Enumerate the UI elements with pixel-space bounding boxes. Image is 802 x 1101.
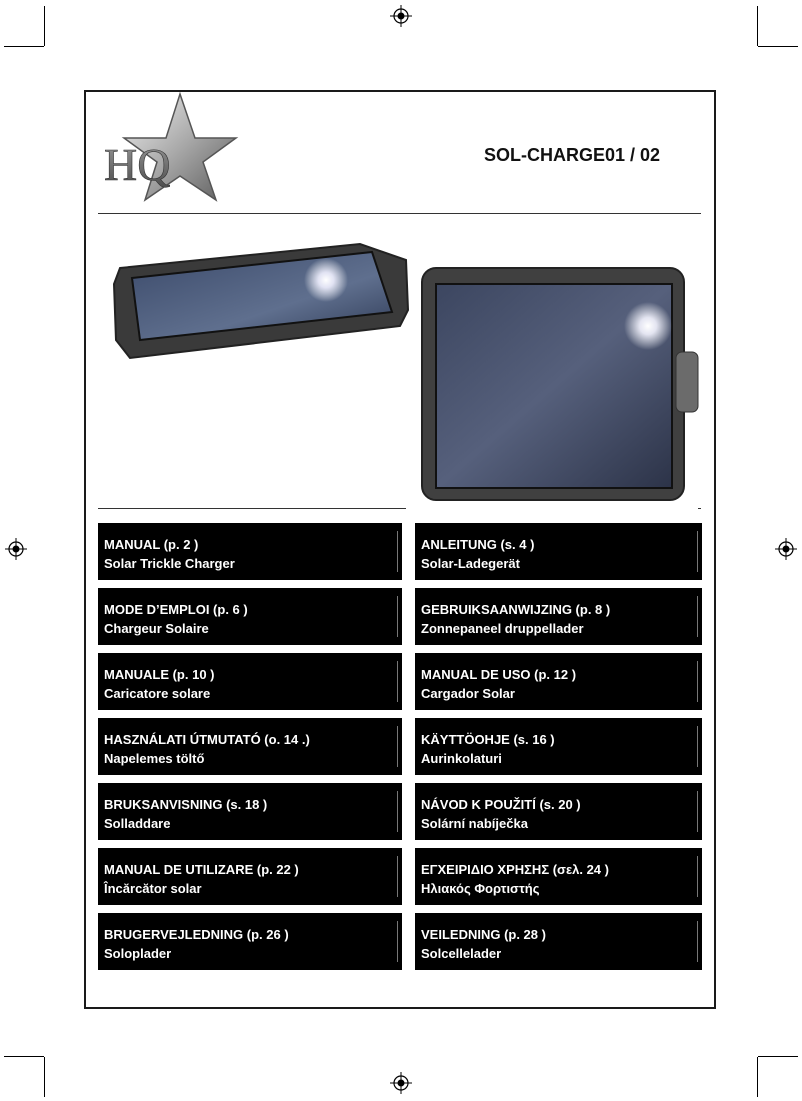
header-divider [98, 213, 701, 214]
image-divider-right [698, 508, 701, 509]
manual-subtitle: Ηλιακός Φορτιστής [421, 881, 540, 896]
manual-subtitle: Solladdare [104, 816, 171, 831]
registration-mark-icon [5, 538, 27, 560]
manual-entry-hungarian[interactable] [98, 718, 402, 775]
manual-subtitle: Zonnepaneel druppellader [421, 621, 584, 636]
crop-mark [758, 46, 798, 47]
manual-entry-german[interactable] [415, 523, 702, 580]
model-number: SOL-CHARGE01 / 02 [483, 145, 660, 165]
manual-title: HASZNÁLATI ÚTMUTATÓ (o. 14 .) [104, 732, 310, 747]
manual-subtitle: Solcellelader [421, 946, 502, 961]
registration-mark-icon [775, 538, 797, 560]
manual-entry-swedish[interactable] [98, 783, 402, 840]
manual-subtitle: Solar Trickle Charger [104, 556, 235, 571]
solar-panel-small-image [110, 240, 410, 370]
manual-entry-dutch[interactable] [415, 588, 702, 645]
manual-subtitle: Napelemes töltő [104, 751, 205, 766]
manual-subtitle: Aurinkolaturi [421, 751, 502, 766]
crop-mark [4, 46, 44, 47]
manual-entry-norwegian[interactable] [415, 913, 702, 970]
hq-star-logo [100, 92, 240, 202]
manual-subtitle: Chargeur Solaire [104, 621, 209, 636]
crop-mark [758, 1056, 798, 1057]
manual-entry-italian[interactable] [98, 653, 402, 710]
manual-title: MANUAL DE USO (p. 12 ) [421, 667, 577, 682]
manual-title: ANLEITUNG (s. 4 ) [421, 537, 535, 552]
manual-subtitle: Soloplader [104, 946, 172, 961]
brand-logo-text: HQ [104, 139, 171, 190]
registration-mark-icon [390, 5, 412, 27]
manual-title: NÁVOD K POUŽITÍ (s. 20 ) [421, 797, 581, 812]
manual-title: MODE D’EMPLOI (p. 6 ) [104, 602, 248, 617]
manual-title: ΕΓΧΕΙΡΙΔΙΟ ΧΡΗΣΗΣ (σελ. 24 ) [421, 862, 609, 877]
solar-panel-large-image [418, 262, 703, 502]
manual-subtitle: Încărcător solar [104, 881, 202, 896]
manual-subtitle: Solární nabíječka [421, 816, 528, 831]
manual-title: VEILEDNING (p. 28 ) [421, 927, 546, 942]
manual-title: MANUAL DE UTILIZARE (p. 22 ) [104, 862, 299, 877]
manual-entry-czech[interactable] [415, 783, 702, 840]
manual-entry-spanish[interactable] [415, 653, 702, 710]
crop-mark [757, 1057, 758, 1097]
manual-title: MANUALE (p. 10 ) [104, 667, 215, 682]
manual-title: MANUAL (p. 2 ) [104, 537, 199, 552]
manual-language-grid [98, 523, 702, 970]
crop-mark [44, 1057, 45, 1097]
image-divider-left [98, 508, 406, 509]
manual-entry-danish[interactable] [98, 913, 402, 970]
manual-entry-greek[interactable] [415, 848, 702, 905]
manual-subtitle: Solar-Ladegerät [421, 556, 520, 571]
crop-mark [757, 6, 758, 46]
manual-title: KÄYTTÖOHJE (s. 16 ) [421, 732, 555, 747]
registration-mark-icon [390, 1072, 412, 1094]
manual-entry-romanian[interactable] [98, 848, 402, 905]
manual-entry-english[interactable] [98, 523, 402, 580]
manual-entry-french[interactable] [98, 588, 402, 645]
manual-title: BRUGERVEJLEDNING (p. 26 ) [104, 927, 289, 942]
manual-subtitle: Caricatore solare [104, 686, 211, 701]
manual-title: BRUKSANVISNING (s. 18 ) [104, 797, 268, 812]
manual-entry-finnish[interactable] [415, 718, 702, 775]
crop-mark [44, 6, 45, 46]
crop-mark [4, 1056, 44, 1057]
manual-subtitle: Cargador Solar [421, 686, 515, 701]
manual-title: GEBRUIKSAANWIJZING (p. 8 ) [421, 602, 611, 617]
